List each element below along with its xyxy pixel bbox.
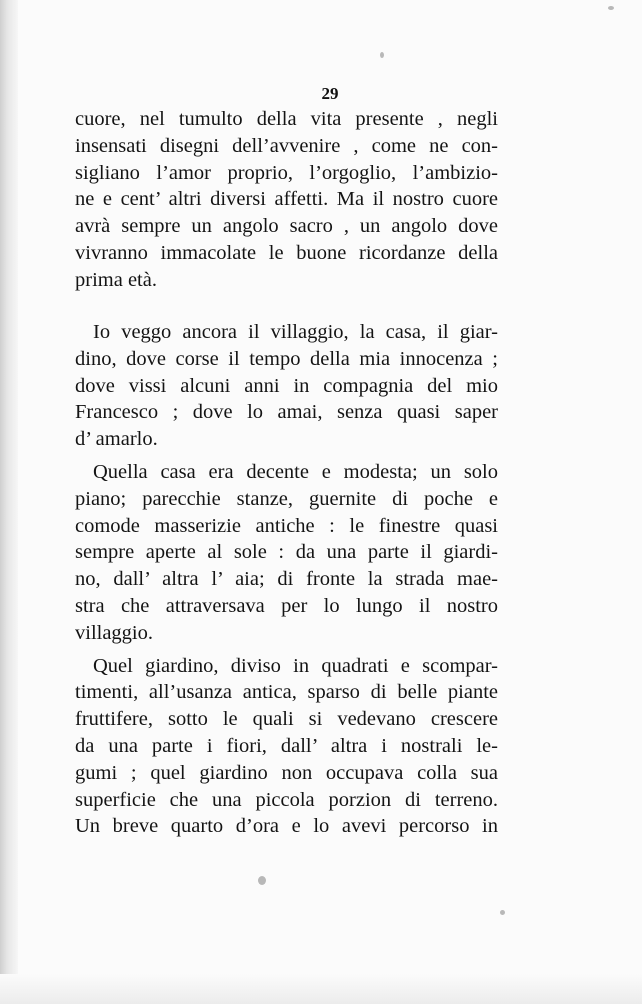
text-line: stra che attraversava per lo lungo il nostro [75, 594, 498, 617]
text-line: superficie che una piccola porzion di terreno. [75, 788, 498, 811]
paragraph [75, 653, 498, 841]
paragraph-continued [75, 106, 498, 294]
text-line: comode masserizie antiche : le finestre quasi [75, 514, 498, 537]
text-line: ne e cent’ altri diversi affetti. Ma il nostro cuore [75, 188, 498, 211]
text-line: gumi ; quel giardino non occupava colla sua [75, 761, 498, 784]
body-text [75, 319, 498, 840]
paper-speck [608, 6, 614, 10]
text-line: Quel giardino, diviso in quadrati e scompar- [93, 654, 498, 677]
paragraph [75, 319, 498, 453]
paper-speck [380, 52, 384, 58]
page-number: 29 [321, 84, 339, 103]
text-line: villaggio. [75, 621, 154, 644]
text-line: Quella casa era decente e modesta; un solo [93, 460, 498, 483]
text-line: no, dall’ altra l’ aia; di fronte la strada mae- [75, 568, 498, 591]
text-line: timenti, all’usanza antica, sparso di belle piante [75, 681, 498, 704]
text-line: dove vissi alcuni anni in compagnia del mio [75, 374, 498, 397]
text-line: sempre aperte al sole : da una parte il giardi- [75, 541, 498, 564]
text-line: d’ amarlo. [75, 428, 158, 451]
text-line: cuore, nel tumulto della vita presente , negli [75, 108, 498, 130]
paper-speck [258, 876, 266, 885]
text-line: sigliano l’amor proprio, l’orgoglio, l’ambizio- [75, 161, 498, 184]
paragraph [75, 459, 498, 647]
text-line: fruttifere, sotto le quali si vedevano crescere [75, 708, 498, 731]
text-line: vivranno immacolate le buone ricordanze della [75, 241, 498, 264]
text-line: prima età. [75, 268, 157, 291]
page-bottom-shadow [0, 974, 642, 1004]
text-line: Un breve quarto d’ora e lo avevi percorso in [75, 815, 498, 838]
page-gutter-shadow [0, 0, 18, 1004]
text-line: Francesco ; dove lo amai, senza quasi saper [75, 401, 498, 424]
text-line: piano; parecchie stanze, guernite di poche e [75, 487, 498, 510]
paper-speck [500, 910, 505, 915]
text-line: dino, dove corse il tempo della mia innocenza ; [75, 347, 498, 370]
text-line: da una parte i fiori, dall’ altra i nostrali le- [75, 734, 498, 757]
text-line: insensati disegni dell’avvenire , come ne con- [75, 134, 498, 157]
text-line: avrà sempre un angolo sacro , un angolo dove [75, 215, 498, 238]
text-line: Io veggo ancora il villaggio, la casa, il giar- [93, 321, 498, 343]
